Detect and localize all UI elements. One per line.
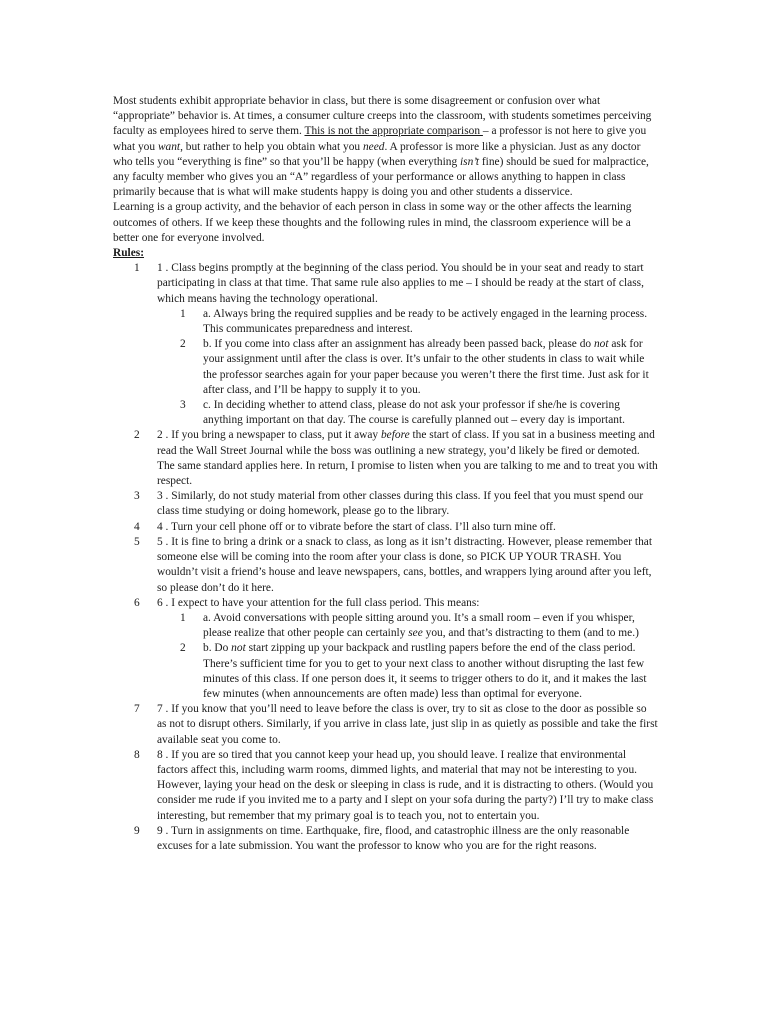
rule-number: 4 bbox=[134, 520, 140, 533]
text-segment: want bbox=[157, 140, 181, 153]
subitem-text bbox=[203, 308, 647, 335]
rule-item bbox=[113, 535, 658, 596]
text-segment: fine) should be sued for malpractice, any faculty member who gives you an “A” regardless of your performance or allows anything to happen in class primarily because that is what will make students happy is doing you and other students a disservice. bbox=[113, 155, 649, 199]
intro-section bbox=[113, 94, 658, 246]
text-segment: isn’t bbox=[460, 155, 480, 168]
text-segment: 9 . Turn in assignments on time. Earthquake, fire, flood, and catastrophic illness are the only reasonable excuses for a late submission. You want the professor to know who you are for the right reasons. bbox=[157, 824, 630, 852]
text-segment: 6 . I expect to have your attention for the full class period. This means: bbox=[157, 596, 480, 609]
text-segment: 5 . It is fine to bring a drink or a snack to class, as long as it isn’t distracting. However, please remember that someone else will be coming into the room after your class is done, so PICK UP YOUR TRASH. You wouldn’t visit a friend’s house and leave newspapers, cans, bottles, and wrappers lying around after you left, so please don’t do it here. bbox=[157, 535, 653, 594]
text-segment: a. Avoid conversations with people sitting around you. It’s a small room – even if you whisper, please realize that other people can certainly bbox=[203, 611, 635, 640]
rule-text bbox=[157, 490, 643, 517]
subitem-number: 1 bbox=[180, 307, 186, 320]
text-segment: the start of class. If you sat in a business meeting and read the Wall Street Journal while the boss was outlining a new strategy, you’d likely be fired or demoted. The same standard applies here. In return, I promise to listen when you are talking to me and to treat you with respect. bbox=[157, 429, 658, 488]
text-segment: not bbox=[593, 338, 609, 351]
text-segment: b. If you come into class after an assignment has already been passed back, please do bbox=[203, 338, 594, 351]
rule-item bbox=[113, 489, 658, 519]
text-segment: b. Do bbox=[203, 642, 232, 655]
subitem-text bbox=[203, 612, 639, 639]
rule-subitem bbox=[113, 337, 658, 398]
rule-text bbox=[157, 597, 479, 609]
subitem-text bbox=[203, 642, 647, 700]
rule-item bbox=[113, 702, 658, 748]
text-segment: start zipping up your backpack and rustling papers before the end of the class period. There’s sufficient time for you to get to your next class to another without disrupting the last few minutes of this class. If one person does it, it seems to trigger others to do it, and it makes the last few minutes (when announcements are often made) less than optimal for everyone. bbox=[203, 642, 647, 700]
text-segment: 1 . Class begins promptly at the beginning of the class period. You should be in your seat and ready to start participating in class at that time. That same rule also applies to me – I should be ready at the start of class, which means having the technology operational. bbox=[157, 262, 644, 305]
rule-subitem bbox=[113, 307, 658, 337]
text-segment: 3 . Similarly, do not study material from other classes during this class. If you feel that you must spend our class time studying or doing homework, please go to the library. bbox=[157, 490, 644, 518]
rule-item bbox=[113, 596, 658, 611]
text-segment: not bbox=[231, 642, 246, 655]
rule-item bbox=[113, 261, 658, 307]
rule-text bbox=[157, 825, 629, 852]
text-segment: see bbox=[408, 627, 423, 640]
text-segment: 7 . If you know that you’ll need to leave before the class is over, try to sit as close to the door as possible so as not to disrupt others. Similarly, if you arrive in class late, just slip in as quietly as possible and take the first available seat you come to. bbox=[157, 703, 658, 746]
rule-text bbox=[157, 262, 644, 304]
text-segment: a. Always bring the required supplies and be ready to be actively engaged in the learning process. This communicates preparedness and interest. bbox=[203, 307, 648, 336]
subitem-number: 3 bbox=[180, 399, 186, 412]
rule-number: 7 bbox=[134, 703, 140, 716]
rules-heading: Rules: bbox=[113, 247, 145, 260]
rule-number: 3 bbox=[134, 490, 140, 503]
rule-number: 8 bbox=[134, 748, 140, 761]
rule-item bbox=[113, 428, 658, 489]
rule-text bbox=[157, 749, 653, 822]
text-segment: before bbox=[380, 429, 410, 442]
text-segment: , but rather to help you obtain what you bbox=[180, 140, 363, 153]
rule-subitem bbox=[113, 641, 658, 702]
rule-number: 6 bbox=[134, 596, 140, 609]
text-segment: 4 . Turn your cell phone off or to vibrate before the start of class. I’ll also turn mine off. bbox=[157, 520, 556, 533]
rule-subitem bbox=[113, 398, 658, 428]
subitem-number: 1 bbox=[180, 611, 186, 624]
rule-number: 2 bbox=[134, 429, 140, 442]
rule-number: 9 bbox=[134, 824, 140, 837]
text-segment: – a professor is not here to give you what you bbox=[113, 125, 647, 153]
text-segment: This is not the appropriate comparison bbox=[304, 125, 483, 138]
text-segment: Learning is a group activity, and the behavior of each person in class in some way or the other affects the learning outcomes of others. If we keep these thoughts and the following rules in mind, the classroom experience will be a better one for everyone involved. bbox=[113, 201, 632, 244]
rule-text bbox=[157, 536, 652, 594]
text-segment: . A professor is more like a physician. Just as any doctor who tells you “everything is fine” so that you’ll be happy (when everything bbox=[113, 140, 641, 168]
rule-text bbox=[157, 521, 556, 533]
rule-text bbox=[157, 703, 658, 745]
text-segment: need bbox=[362, 140, 385, 153]
document-body bbox=[113, 94, 658, 854]
rule-number: 1 bbox=[134, 262, 140, 275]
intro-paragraph bbox=[113, 94, 658, 200]
text-segment: c. In deciding whether to attend class, please do not ask your professor if she/he is covering anything important on that day. The course is carefully planned out – every day is important. bbox=[203, 399, 625, 427]
text-segment: Most students exhibit appropriate behavior in class, but there is some disagreement or confusion over what “appropriate” behavior is. At times, a consumer culture creeps into the classroom, with students sometimes perceiving faculty as employees hired to serve them. bbox=[113, 95, 652, 138]
rule-number: 5 bbox=[134, 535, 140, 548]
intro-paragraph bbox=[113, 200, 658, 246]
text-segment: 8 . If you are so tired that you cannot keep your head up, you should leave. I realize that environmental factors affect this, including warm rooms, dimmed lights, and material that may not be interesting to you. However, laying your head on the desk or sleeping in class is rude, and it is distracting to others. (Would you consider me rude if you invited me to a party and I slept on your sofa during the party?) I’ll try to make class interesting, but remember that my primary goal is to teach you, not to entertain you. bbox=[157, 748, 654, 822]
text-segment: 2 . If you bring a newspaper to class, put it away bbox=[157, 429, 381, 442]
subitem-number: 2 bbox=[180, 338, 186, 351]
subitem-number: 2 bbox=[180, 642, 186, 655]
rule-item bbox=[113, 748, 658, 824]
text-segment: you, and that’s distracting to them (and to me.) bbox=[422, 627, 639, 640]
rule-item bbox=[113, 824, 658, 854]
rule-text bbox=[157, 429, 658, 487]
subitem-text bbox=[203, 399, 625, 426]
rule-item bbox=[113, 520, 658, 535]
text-segment: ask for your assignment until after the class is over. It’s unfair to the other students in class to wait while the professor searches again for your paper because you weren’t there the first time. Just ask for it after class, and I’ll be happy to supply it to you. bbox=[203, 338, 649, 396]
rules-list bbox=[113, 261, 658, 854]
rule-subitem bbox=[113, 611, 658, 641]
subitem-text bbox=[203, 338, 649, 396]
